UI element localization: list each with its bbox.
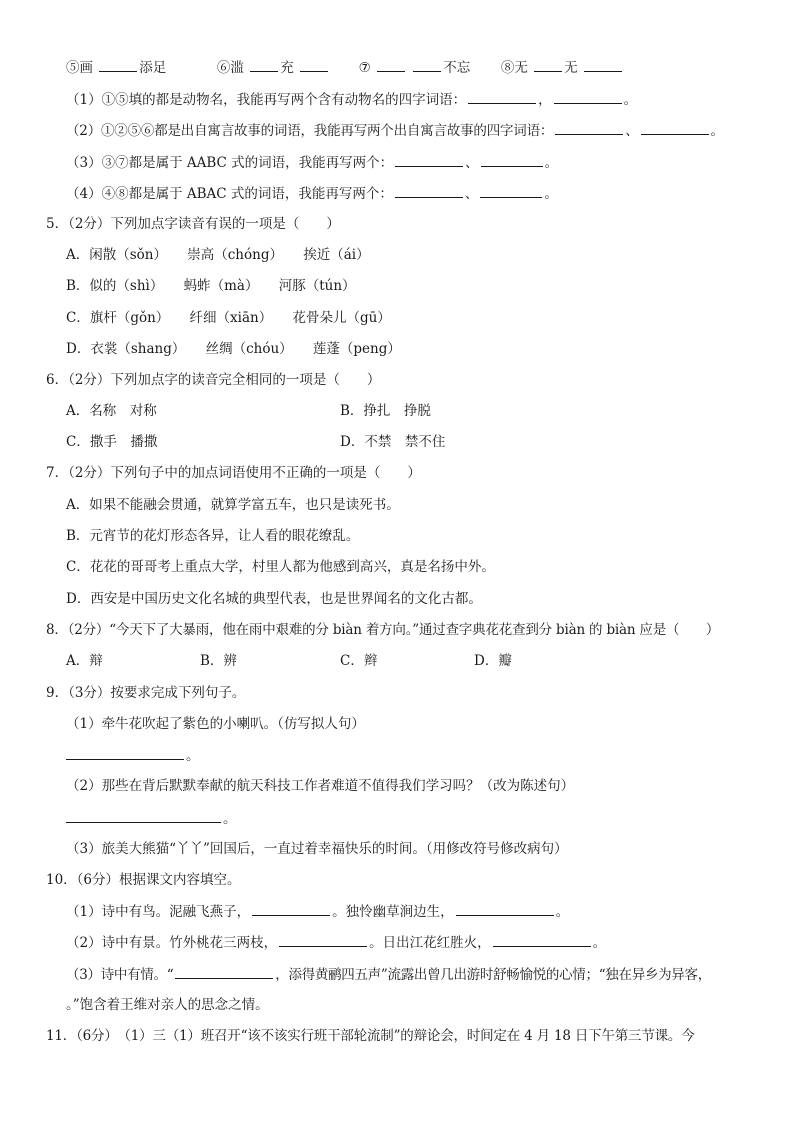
q4-blank-6b[interactable] bbox=[300, 57, 328, 72]
q7-option-d[interactable]: D．西安是中国历史文化名城的典型代表，也是世界闻名的文化古都。 bbox=[66, 591, 482, 607]
q5-option-d[interactable]: D．衣裳（shang） 丝绸（chóu） 莲蓬（peng） bbox=[66, 341, 401, 357]
q4-items-row: ⑤画 添足 ⑥滥 充 ⑦ 不忘 ⑧无 无 bbox=[66, 57, 624, 78]
q9-answer-2-blank[interactable] bbox=[66, 808, 221, 823]
q4-blank-5[interactable] bbox=[99, 57, 137, 72]
q9-stem: 9．（3分）按要求完成下列句子。 bbox=[46, 685, 246, 701]
q6-option-d[interactable]: D．不禁 禁不住 bbox=[340, 434, 446, 450]
q4-blank-7a[interactable] bbox=[377, 57, 405, 72]
q8-option-c[interactable]: C．辫 bbox=[340, 653, 378, 669]
q10-sub-2: （2）诗中有景。竹外桃花三两枝， 。日出江花红胜火， 。 bbox=[66, 932, 606, 953]
q5-option-c[interactable]: C．旗杆（gǒn） 纤细（xiān） 花骨朵儿（gū） bbox=[66, 310, 391, 326]
q7-stem: 7．（2分）下列句子中的加点词语使用不正确的一项是（ ） bbox=[46, 465, 421, 481]
q4-sub-3: （3）③⑦都是属于 AABC 式的词语，我能再写两个： 、 。 bbox=[66, 152, 558, 173]
q4-blank-8b[interactable] bbox=[584, 57, 622, 72]
q7-option-a[interactable]: A．如果不能融会贯通，就算学富五车，也只是读死书。 bbox=[66, 497, 400, 513]
q4-blank-6a[interactable] bbox=[250, 57, 278, 72]
q4-sub-4: （4）④⑧都是属于 ABAC 式的词语，我能再写两个： 、 。 bbox=[66, 183, 558, 204]
q9-answer-2: 。 bbox=[66, 808, 237, 829]
q5-option-a[interactable]: A．闲散（sǒn） 崇高（chóng） 挨近（ái） bbox=[66, 247, 370, 263]
q4-blank-7b[interactable] bbox=[413, 57, 441, 72]
q6-option-a[interactable]: A．名称 对称 bbox=[66, 403, 157, 419]
q4-item-5: ⑤画 bbox=[66, 60, 93, 76]
q8-option-a[interactable]: A．辩 bbox=[66, 653, 103, 669]
q7-option-c[interactable]: C．花花的哥哥考上重点大学，村里人都为他感到高兴，真是名扬中外。 bbox=[66, 559, 495, 575]
q8-option-b[interactable]: B．辨 bbox=[200, 653, 237, 669]
q6-option-b[interactable]: B．挣扎 挣脱 bbox=[340, 403, 431, 419]
q11-stem: 11．（6分） （1）三（1）班召开“该不该实行班干部轮流制”的辩论会，时间定在 4 月 18 日下午第三节课。今 bbox=[46, 1028, 695, 1044]
q8-stem: 8．（2分）“今天下了大暴雨，他在雨中艰难的分 biàn 着方向。”通过查字典花花查到分 biàn 的 biàn 应是（ ） bbox=[46, 622, 720, 638]
q5-stem: 5．（2分）下列加点字读音有误的一项是（ ） bbox=[46, 216, 340, 232]
q6-option-c[interactable]: C．撒手 播撒 bbox=[66, 434, 158, 450]
q5-option-b[interactable]: B．似的（shì） 蚂蚱（mà） 河豚（tún） bbox=[66, 278, 356, 294]
q4-item-6: ⑥滥 bbox=[216, 60, 244, 76]
q9-answer-1: 。 bbox=[66, 745, 200, 766]
q9-sub-3: （3）旅美大熊猫“丫丫”回国后，一直过着幸福快乐的时间。（用修改符号修改病句） bbox=[66, 841, 568, 857]
q9-sub-2: （2）那些在背后默默奉献的航天科技工作者难道不值得我们学习吗？（改为陈述句） bbox=[66, 778, 575, 794]
q4-item-8: ⑧无 bbox=[500, 60, 528, 76]
q10-sub-1: （1）诗中有鸟。泥融飞燕子， 。独怜幽草涧边生， 。 bbox=[66, 901, 569, 922]
q4-blank-8a[interactable] bbox=[534, 57, 562, 72]
q8-option-d[interactable]: D．瓣 bbox=[474, 653, 512, 669]
q6-stem: 6．（2分）下列加点字的读音完全相同的一项是（ ） bbox=[46, 372, 381, 388]
q9-answer-1-blank[interactable] bbox=[66, 745, 184, 760]
q10-sub-3: （3）诗中有情。“ ，添得黄鹂四五声”流露出曾几出游时舒畅愉悦的心情；“独在异乡为异客， bbox=[66, 964, 711, 985]
q4-item-7: ⑦ bbox=[358, 60, 371, 76]
q9-sub-1: （1）牵牛花吹起了紫色的小喇叭。（仿写拟人句） bbox=[66, 716, 365, 732]
q7-option-b[interactable]: B．元宵节的花灯形态各异，让人看的眼花缭乱。 bbox=[66, 528, 360, 544]
q4-sub-2: （2）①②⑤⑥都是出自寓言故事的词语，我能再写两个出自寓言故事的四字词语： 、 。 bbox=[66, 120, 724, 141]
q4-sub-1: （1）①⑤填的都是动物名，我能再写两个含有动物名的四字词语： ， 。 bbox=[66, 89, 637, 110]
q10-sub-3-cont: 。”饱含着王维对亲人的思念之情。 bbox=[66, 997, 269, 1013]
q10-stem: 10．（6分）根据课文内容填空。 bbox=[46, 872, 241, 888]
